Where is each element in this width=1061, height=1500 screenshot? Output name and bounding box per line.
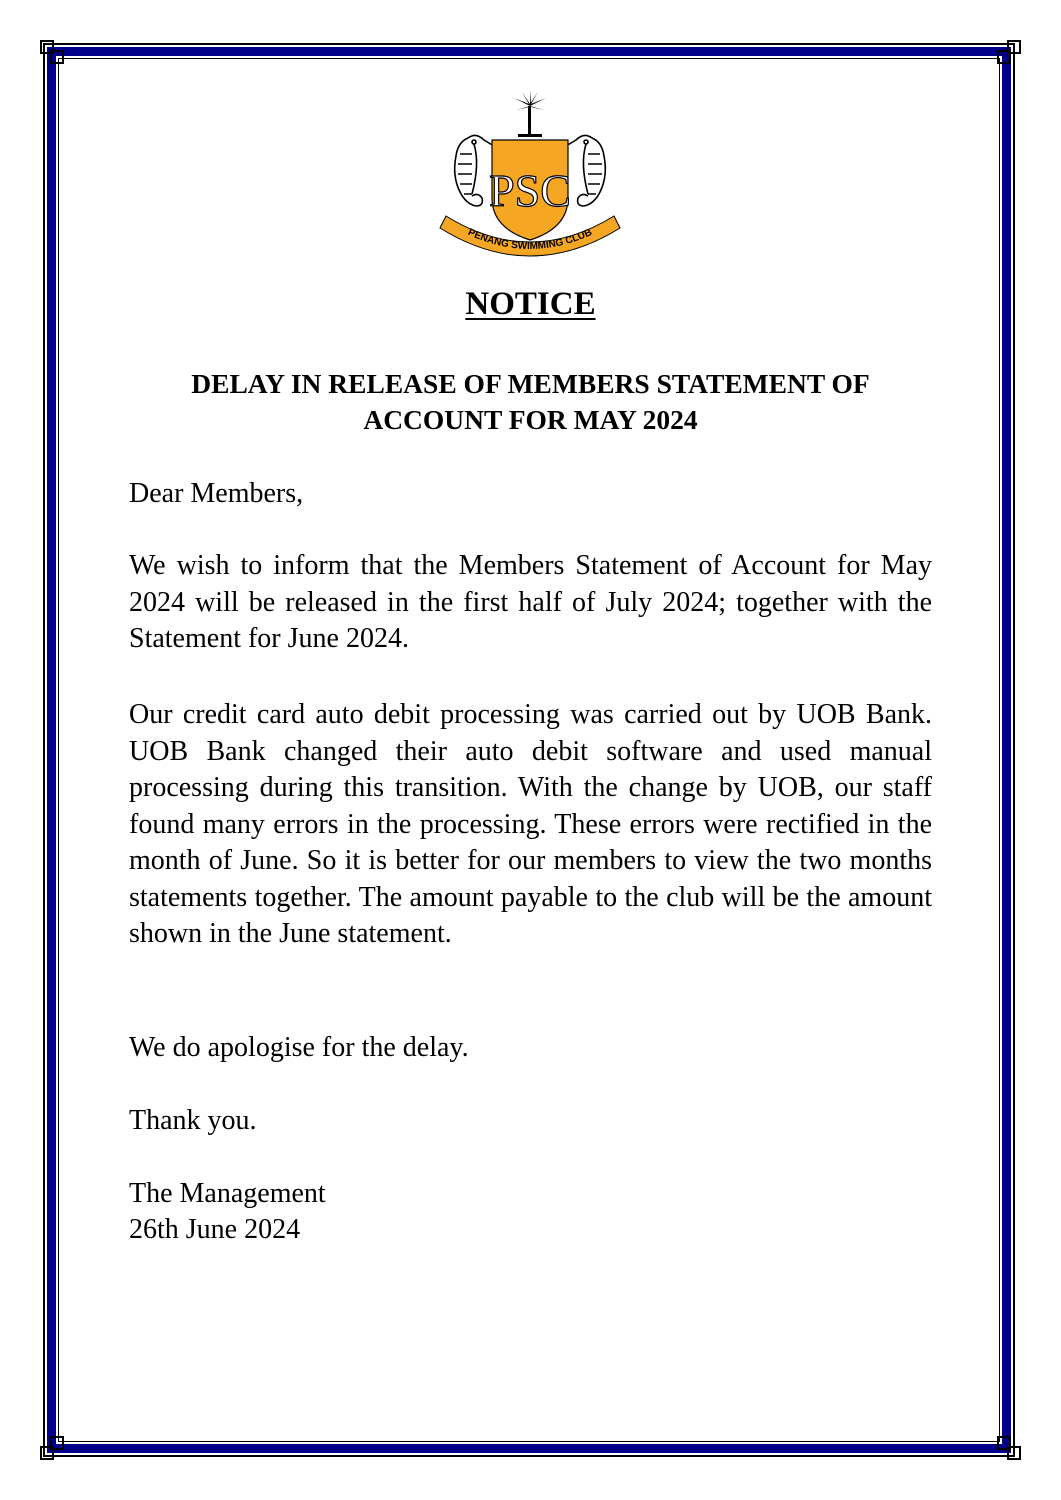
- greeting: Dear Members,: [129, 478, 304, 509]
- palm-tree-icon: [514, 90, 546, 137]
- paragraph-explanation: Our credit card auto debit processing was carried out by UOB Bank. UOB Bank changed their auto debit software and used manual processing during this transition. With the change by UOB, our staff found many errors in the processing. These errors were rectified in the month of June. So it is better for our members to view the two months statements together. The amount payable to the club will be the amount shown in the June statement.: [129, 699, 932, 949]
- notice-title: NOTICE: [465, 286, 596, 322]
- notice-date: 26th June 2024: [129, 1214, 301, 1245]
- notice-subject: [129, 366, 932, 438]
- seahorse-right-icon: [566, 135, 605, 206]
- thanks-line: Thank you.: [129, 1105, 257, 1136]
- club-crest-icon: [430, 88, 630, 258]
- logo-monogram: PSC: [489, 165, 571, 216]
- subject-line-1: DELAY IN RELEASE OF MEMBERS STATEMENT OF: [191, 368, 870, 399]
- logo-ribbon-text: PENANG SWIMMING CLUB: [466, 226, 594, 253]
- club-logo: [430, 88, 630, 258]
- border-corner-ornament: [997, 1436, 1021, 1460]
- subject-line-2: ACCOUNT FOR MAY 2024: [363, 404, 698, 435]
- signoff: The Management: [129, 1178, 326, 1209]
- border-corner-ornament: [40, 1436, 64, 1460]
- apology-line: We do apologise for the delay.: [129, 1032, 469, 1063]
- border-corner-ornament: [40, 40, 64, 64]
- border-corner-ornament: [997, 40, 1021, 64]
- paragraph-release-date: We wish to inform that the Members Statement of Account for May 2024 will be released in the first half of July 2024; together with the Statement for June 2024.: [129, 550, 932, 654]
